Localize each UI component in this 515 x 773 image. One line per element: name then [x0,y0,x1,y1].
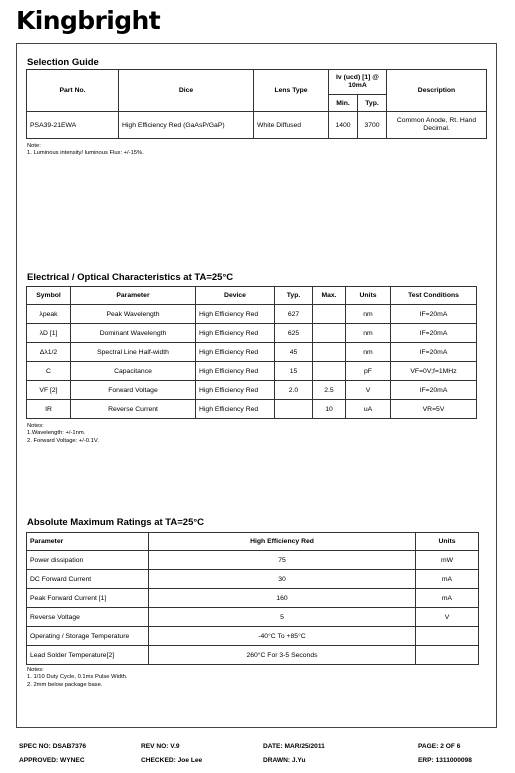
cell-units [416,646,479,665]
cell-units: mA [416,570,479,589]
cell-typ: 45 [275,343,313,362]
cell-value: 30 [149,570,416,589]
date: DATE: MAR/25/2011 [263,743,325,750]
cell-parameter: Dominant Wavelength [71,324,196,343]
cell-units: nm [346,343,391,362]
header-description: Description [387,70,487,112]
header-iv: Iv (ucd) [1] @ 10mA [329,70,387,95]
cell-units: mA [416,589,479,608]
cell-symbol: Δλ1/2 [27,343,71,362]
brand-logo: Kingbright [16,6,161,35]
header-parameter: Parameter [71,287,196,305]
cell-units: pF [346,362,391,381]
note-line: 1. 1/10 Duty Cycle, 0.1ms Pulse Width. [27,674,128,681]
cell-symbol: IR [27,400,71,419]
cell-max [313,343,346,362]
cell-symbol: λpeak [27,305,71,324]
cell-value: -40°C To +85°C [149,627,416,646]
cell-parameter: Reverse Current [71,400,196,419]
table-row [27,362,477,381]
cell-parameter: Peak Forward Current [1] [27,589,149,608]
electrical-table [26,286,477,419]
cell-description: Common Anode, Rt. Hand Decimal. [387,112,487,139]
selection-guide-title: Selection Guide [27,57,99,68]
spec-no: SPEC NO: DSAB7376 [19,743,87,750]
cell-test: VR=5V [391,400,477,419]
table-row [27,305,477,324]
cell-value: 160 [149,589,416,608]
erp-number: ERP: 1311000098 [418,757,472,764]
header-max: Max. [313,287,346,305]
cell-units [416,627,479,646]
electrical-title: Electrical / Optical Characteristics at TA=25°C [27,272,234,283]
header-units: Units [346,287,391,305]
cell-min: 1400 [329,112,358,139]
drawn-by: DRAWN: J.Yu [263,757,306,764]
cell-parameter: Lead Solder Temperature[2] [27,646,149,665]
cell-typ: 2.0 [275,381,313,400]
cell-parameter: Capacitance [71,362,196,381]
note-line: 2. Forward Voltage: +/-0.1V. [27,437,99,444]
cell-test: IF=20mA [391,343,477,362]
cell-part-no: PSA39-21EWA [27,112,119,139]
cell-test: IF=20mA [391,324,477,343]
note-line: 1.Wavelength: +/-1nm. [27,430,86,437]
cell-device: High Efficiency Red [196,362,275,381]
header-min: Min. [329,95,358,112]
header-dice: Dice [119,70,254,112]
note-line: Notes: [27,423,44,429]
cell-parameter: Operating / Storage Temperature [27,627,149,646]
absolute-notes [27,667,128,689]
cell-parameter: DC Forward Current [27,570,149,589]
header-typ: Typ. [358,95,387,112]
cell-parameter: Reverse Voltage [27,608,149,627]
note-line: Notes: [27,667,44,673]
electrical-notes [27,423,99,445]
cell-typ: 627 [275,305,313,324]
table-row [27,570,479,589]
table-row [27,400,477,419]
page-number: PAGE: 2 OF 6 [418,743,461,750]
cell-parameter: Peak Wavelength [71,305,196,324]
cell-test: IF=20mA [391,305,477,324]
cell-symbol: λD [1] [27,324,71,343]
table-row [27,324,477,343]
cell-units: uA [346,400,391,419]
note-line: 2. 2mm below package base. [27,681,103,688]
header-typ: Typ. [275,287,313,305]
table-row [27,551,479,570]
cell-max: 2.5 [313,381,346,400]
cell-units: V [416,608,479,627]
table-row [27,343,477,362]
selection-guide-table [26,69,487,139]
note-line: 1. Luminous intensity/ luminous Flux: +/-15%. [27,150,144,157]
cell-parameter: Power dissipation [27,551,149,570]
cell-typ: 3700 [358,112,387,139]
absolute-table [26,532,479,665]
header-high-efficiency-red: High Efficiency Red [149,533,416,551]
cell-device: High Efficiency Red [196,381,275,400]
header-test-conditions: Test Conditions [391,287,477,305]
selection-guide-notes [27,143,144,158]
cell-units: nm [346,324,391,343]
cell-max [313,305,346,324]
cell-dice: High Efficiency Red (GaAsP/GaP) [119,112,254,139]
table-row [27,589,479,608]
header-units: Units [416,533,479,551]
cell-max [313,324,346,343]
cell-device: High Efficiency Red [196,324,275,343]
header-device: Device [196,287,275,305]
cell-test: VF=0V;f=1MHz [391,362,477,381]
header-lens-type: Lens Type [254,70,329,112]
cell-value: 260°C For 3-5 Seconds [149,646,416,665]
checked-by: CHECKED: Joe Lee [141,757,203,764]
cell-device: High Efficiency Red [196,343,275,362]
cell-max [313,362,346,381]
cell-device: High Efficiency Red [196,305,275,324]
cell-symbol: VF [2] [27,381,71,400]
cell-typ: 15 [275,362,313,381]
note-line: Note: [27,143,41,149]
table-row [27,381,477,400]
cell-value: 75 [149,551,416,570]
approved-by: APPROVED: WYNEC [19,757,85,764]
cell-value: 5 [149,608,416,627]
absolute-title: Absolute Maximum Ratings at TA=25°C [27,517,205,528]
cell-units: nm [346,305,391,324]
cell-typ: 625 [275,324,313,343]
table-row [27,627,479,646]
cell-device: High Efficiency Red [196,400,275,419]
cell-lens-type: White Diffused [254,112,329,139]
cell-test: IF=20mA [391,381,477,400]
cell-parameter: Forward Voltage [71,381,196,400]
header-parameter: Parameter [27,533,149,551]
cell-typ [275,400,313,419]
header-part-no: Part No. [27,70,119,112]
header-symbol: Symbol [27,287,71,305]
cell-units: mW [416,551,479,570]
cell-units: V [346,381,391,400]
cell-max: 10 [313,400,346,419]
cell-parameter: Spectral Line Half-width [71,343,196,362]
cell-symbol: C [27,362,71,381]
rev-no: REV NO: V.9 [141,743,180,750]
table-row [27,608,479,627]
table-row [27,646,479,665]
